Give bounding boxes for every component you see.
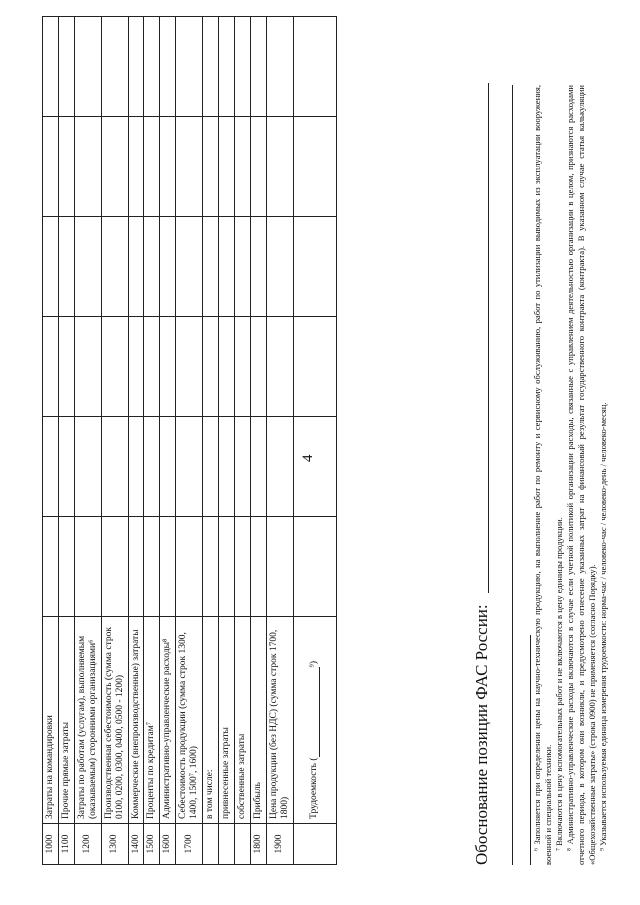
row-code: [234, 824, 250, 865]
value-cell: [144, 17, 160, 117]
value-cell: [250, 317, 266, 417]
table-row: [58, 17, 74, 865]
value-cell: [293, 317, 336, 417]
value-cell: [203, 17, 219, 117]
value-cell: [58, 517, 74, 617]
justification-second-line: [512, 85, 513, 865]
page-number: 4: [300, 454, 316, 462]
row-code: 1400: [128, 824, 144, 865]
value-cell: [219, 117, 235, 217]
value-cell: [101, 217, 128, 317]
row-code: [203, 824, 219, 865]
value-cell: [74, 517, 101, 617]
value-cell: [234, 417, 250, 517]
value-cell: [250, 217, 266, 317]
value-cell: [219, 17, 235, 117]
value-cell: [293, 117, 336, 217]
value-cell: [219, 317, 235, 417]
value-cell: [293, 17, 336, 117]
value-cell: [266, 517, 293, 617]
row-name: Прибыль: [250, 617, 266, 824]
value-cell: [128, 117, 144, 217]
footnotes: [532, 85, 609, 865]
row-name: Производственная себестоимость (сумма строк 0100, 0200, 0300, 0400, 0500 - 1200): [101, 617, 128, 824]
value-cell: [58, 417, 74, 517]
value-cell: [128, 517, 144, 617]
table-row: [234, 17, 250, 865]
value-cell: [160, 417, 176, 517]
value-cell: [176, 217, 203, 317]
value-cell: [293, 517, 336, 617]
row-code: 1500: [144, 824, 160, 865]
value-cell: [160, 317, 176, 417]
value-cell: [250, 417, 266, 517]
value-cell: [128, 317, 144, 417]
value-cell: [250, 17, 266, 117]
value-cell: [43, 417, 59, 517]
row-code: [293, 824, 336, 865]
footnote-8: ⁸ Административно-управленческие расходы включаются в случае если учетной политикой организации расходы, связанные с управлением деятельностью организации в целом, признаются расходами отчетного периода, в котором они возникли, и предусмотрено отнесение указанных затрат на финансовый результат государственного контракта (контракта). В указанном случае статья калькуляции «Общехозяйственные затраты» (строка 0900) не применяется (согласно Порядку).: [565, 85, 597, 865]
table-row: [266, 17, 293, 865]
row-code: 1300: [101, 824, 128, 865]
value-cell: [160, 517, 176, 617]
value-cell: [58, 217, 74, 317]
table-row: [43, 17, 59, 865]
value-cell: [234, 317, 250, 417]
value-cell: [74, 417, 101, 517]
footnote-7: ⁷ Включаются в цену вспомогательных работ и не включаются в цену единицы продукции.: [554, 517, 564, 851]
value-cell: [144, 317, 160, 417]
value-cell: [43, 117, 59, 217]
value-cell: [266, 217, 293, 317]
value-cell: [219, 217, 235, 317]
table-row: [144, 17, 160, 865]
value-cell: [160, 117, 176, 217]
value-cell: [144, 417, 160, 517]
value-cell: [144, 117, 160, 217]
value-cell: [74, 117, 101, 217]
value-cell: [58, 17, 74, 117]
value-cell: [176, 517, 203, 617]
row-code: [219, 824, 235, 865]
value-cell: [234, 517, 250, 617]
labor-intensity-row: [293, 17, 336, 865]
row-name: Прочие прямые затраты: [58, 617, 74, 824]
row-name: собственные затраты: [234, 617, 250, 824]
table-row: [219, 17, 235, 865]
justification-underline: [488, 83, 489, 593]
footnote-6: ⁶ Заполняется при определении цены на научно-техническую продукцию, на выполнение работ по ремонту и сервисному обслуживанию, работ по утилизации выводимых из эксплуатации вооружения, военной и специальной техники.: [532, 85, 553, 865]
value-cell: [219, 417, 235, 517]
row-code: 1200: [74, 824, 101, 865]
table-body: [43, 17, 337, 865]
value-cell: [74, 317, 101, 417]
row-name: Проценты по кредитам⁷: [144, 617, 160, 824]
value-cell: [43, 217, 59, 317]
value-cell: [58, 317, 74, 417]
value-cell: [74, 17, 101, 117]
labor-unit-blank: [310, 667, 320, 757]
value-cell: [144, 517, 160, 617]
value-cell: [128, 217, 144, 317]
labor-suffix-text: ⁹): [309, 661, 320, 668]
value-cell: [234, 17, 250, 117]
labor-label-text: Трудоемкость (: [309, 757, 320, 819]
table-row: [101, 17, 128, 865]
value-cell: [144, 217, 160, 317]
cost-calculation-table: [42, 16, 337, 865]
value-cell: [43, 517, 59, 617]
table-row: [203, 17, 219, 865]
row-name: Затраты по работам (услугам), выполняемым (оказываемым) сторонними организациями⁶: [74, 617, 101, 824]
value-cell: [203, 117, 219, 217]
value-cell: [266, 17, 293, 117]
value-cell: [266, 317, 293, 417]
value-cell: [101, 417, 128, 517]
value-cell: [101, 17, 128, 117]
value-cell: [203, 517, 219, 617]
table-row: [160, 17, 176, 865]
table-row: [176, 17, 203, 865]
row-code: 1100: [58, 824, 74, 865]
value-cell: [43, 17, 59, 117]
value-cell: [101, 117, 128, 217]
value-cell: [101, 517, 128, 617]
value-cell: [74, 217, 101, 317]
value-cell: [176, 117, 203, 217]
value-cell: [176, 317, 203, 417]
value-cell: [293, 217, 336, 317]
value-cell: [101, 317, 128, 417]
table-row: [74, 17, 101, 865]
value-cell: [176, 417, 203, 517]
justification-title: Обоснование позиции ФАС России:: [472, 604, 491, 865]
value-cell: [203, 217, 219, 317]
value-cell: [234, 217, 250, 317]
value-cell: [203, 417, 219, 517]
value-cell: [160, 17, 176, 117]
row-name: Затраты на командировки: [43, 617, 59, 824]
row-code: 1900: [266, 824, 293, 865]
value-cell: [250, 117, 266, 217]
row-name: Административно-управленческие расходы⁸: [160, 617, 176, 824]
value-cell: [43, 317, 59, 417]
value-cell: [234, 117, 250, 217]
row-code: 1700: [176, 824, 203, 865]
labor-intensity-label: [293, 617, 336, 824]
value-cell: [128, 17, 144, 117]
value-cell: [219, 517, 235, 617]
row-name: Цена продукции (без НДС) (сумма строк 1700, 1800): [266, 617, 293, 824]
footnote-9: ⁹ Указывается используемая единица измерения трудоемкости: норма-час / человеко-час / человеко-день / человеко-месяц.: [598, 402, 608, 851]
row-code: 1000: [43, 824, 59, 865]
value-cell: [203, 317, 219, 417]
table-row: [250, 17, 266, 865]
value-cell: [293, 417, 336, 517]
value-cell: [266, 417, 293, 517]
value-cell: [266, 117, 293, 217]
row-name: привнесенные затраты: [219, 617, 235, 824]
footnote-separator: [530, 635, 531, 865]
value-cell: [160, 217, 176, 317]
row-name: в том числе:: [203, 617, 219, 824]
row-code: 1600: [160, 824, 176, 865]
value-cell: [128, 417, 144, 517]
row-code: 1800: [250, 824, 266, 865]
table-row: [128, 17, 144, 865]
value-cell: [176, 17, 203, 117]
value-cell: [58, 117, 74, 217]
row-name: Коммерческие (внепроизводственные) затраты: [128, 617, 144, 824]
value-cell: [250, 517, 266, 617]
row-name: Себестоимость продукции (сумма строк 1300, 1400, 1500⁷, 1600): [176, 617, 203, 824]
